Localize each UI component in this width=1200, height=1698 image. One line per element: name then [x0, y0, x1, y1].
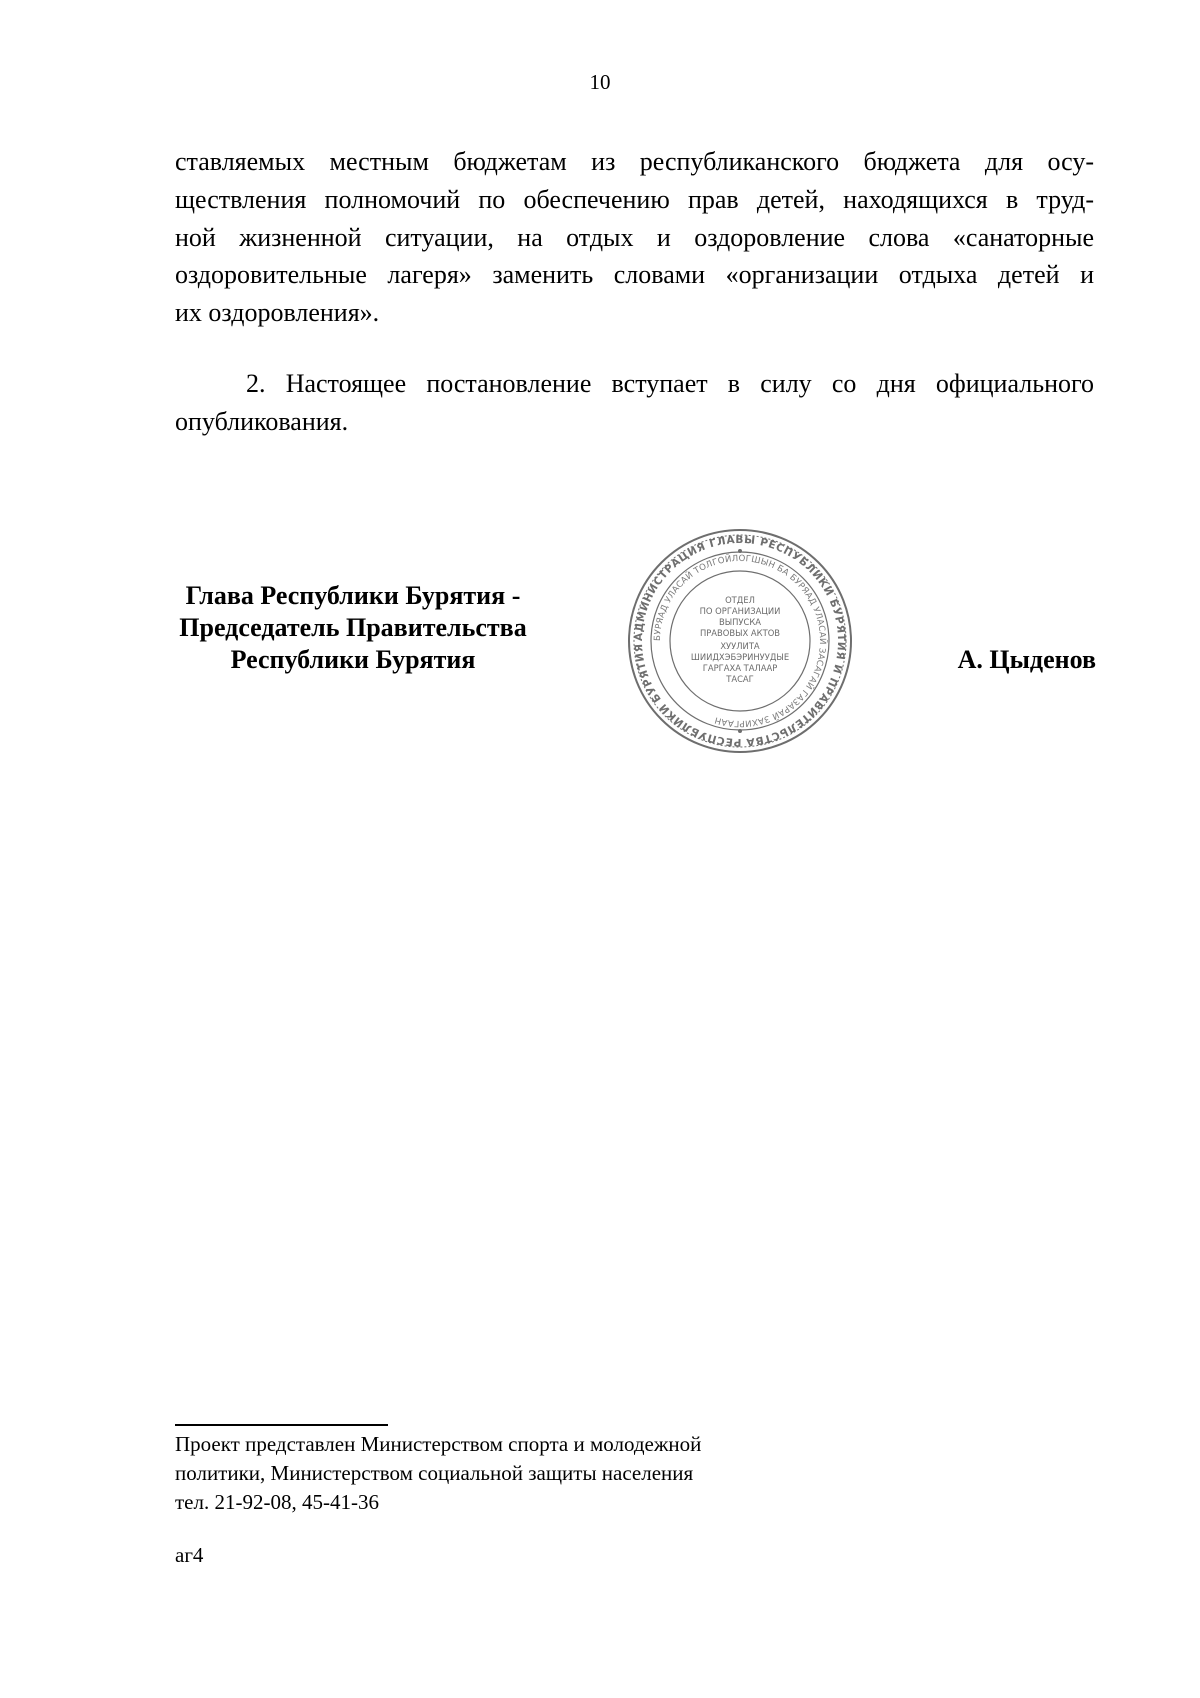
paragraph-2-line: 2. Настоящее постановление вступает в силу со дня официального — [246, 369, 1094, 398]
seal-center-line: ШИИДХЭБЭРИНУУДЫЕ — [690, 652, 790, 662]
seal-center-line: ПРАВОВЫХ АКТОВ — [699, 628, 781, 638]
official-seal — [627, 528, 853, 754]
seal-star-icon — [738, 729, 742, 733]
paragraph-1-line: ной жизненной ситуации, на отдых и оздоровление слова «санаторные — [175, 222, 1094, 252]
paragraph-1-line: оздоровительные лагеря» заменить словами «организации отдыха детей и — [175, 260, 1094, 290]
footnote-line: Проект представлен Министерством спорта и молодежной — [175, 1432, 702, 1456]
seal-center-line: ОТДЕЛ — [725, 595, 755, 605]
document-code: аг4 — [175, 1543, 204, 1567]
seal-star-icon — [738, 549, 742, 553]
seal-center-line: ТАСАГ — [726, 674, 754, 684]
paragraph-1 — [175, 143, 1094, 332]
footnote-line: политики, Министерством социальной защиты населения — [175, 1461, 694, 1485]
seal-center-line: ПО ОРГАНИЗАЦИИ — [699, 606, 781, 616]
signer-position — [158, 580, 548, 676]
page-number: 10 — [589, 70, 611, 94]
seal-center-line: ХУУЛИТА — [720, 641, 760, 651]
footnote — [175, 1430, 875, 1517]
seal-center-line: ВЫПУСКА — [718, 617, 762, 627]
signer-position-line: Республики Бурятия — [230, 645, 476, 674]
footnote-divider — [175, 1424, 388, 1426]
signer-position-line: Председатель Правительства — [179, 613, 527, 642]
signer-position-line: Глава Республики Бурятия - — [185, 581, 521, 610]
seal-inner-text: БУРЯАД УЛАСАЙ ТОЛГОЙЛОГШЫН БА БУРЯАД УЛАСАЙ ЗАСАГАЙ ГАЗАРАЙ ЗАХИРГААН — [652, 553, 828, 729]
paragraph-2-line: опубликования. — [175, 406, 349, 436]
paragraph-1-line: ществления полномочий по обеспечению прав детей, находящихся в труд- — [175, 184, 1094, 214]
seal-center-line: ГАРГАХА ТАЛААР — [702, 663, 778, 673]
paragraph-1-line: ставляемых местным бюджетам из республиканского бюджета для осу- — [175, 147, 1094, 176]
footnote-line: тел. 21-92-08, 45-41-36 — [175, 1490, 379, 1514]
paragraph-2 — [175, 365, 1094, 441]
seal-outer-text: АДМИНИСТРАЦИЯ ГЛАВЫ РЕСПУБЛИКИ БУРЯТИЯ И ПРАВИТЕЛЬСТВА РЕСПУБЛИКИ БУРЯТИЯ — [632, 533, 848, 749]
paragraph-1-line: их оздоровления». — [175, 298, 380, 328]
signer-name: А. Цыденов — [957, 645, 1096, 674]
